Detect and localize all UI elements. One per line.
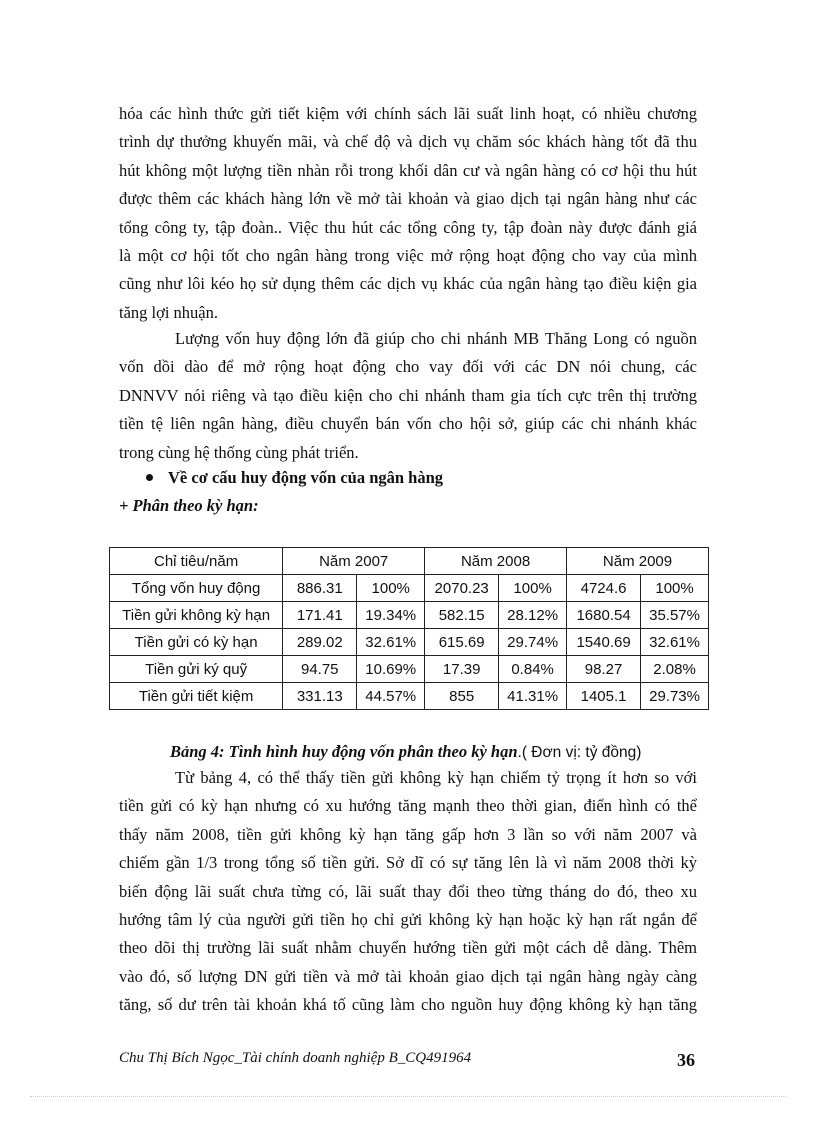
table-cell: Tiền gửi ký quỹ xyxy=(110,656,283,683)
paragraph-line: là một cơ hội tốt cho ngân hàng trong việc mở rộng hoạt động cho vay của mình xyxy=(119,246,697,266)
table-cell: 2.08% xyxy=(641,656,709,683)
table-cell: 4724.6 xyxy=(567,575,641,602)
paragraph-line: vốn dồi dào để mở rộng hoạt động cho vay đối với các DN nói chung, các xyxy=(119,357,697,377)
table-row xyxy=(110,683,709,710)
table-header-row xyxy=(110,548,709,575)
caption-unit: .( Đơn vị: tỷ đồng) xyxy=(517,744,642,761)
table-cell: 32.61% xyxy=(357,629,425,656)
section-heading-text: Về cơ cấu huy động vốn của ngân hàng xyxy=(168,468,444,487)
deposit-term-table xyxy=(109,547,709,710)
table-cell: 331.13 xyxy=(283,683,357,710)
table-cell: 17.39 xyxy=(425,656,499,683)
paragraph-line: tổng công ty, tập đoàn.. Việc thu hút các tổng công ty, tập đoàn này được đánh giá xyxy=(119,217,697,237)
page-number: 36 xyxy=(677,1050,695,1070)
table-row xyxy=(110,575,709,602)
table-cell: 171.41 xyxy=(283,602,357,629)
table-cell: 615.69 xyxy=(425,629,499,656)
table-row xyxy=(110,602,709,629)
table-cell: Tổng vốn huy động xyxy=(110,575,283,602)
table-cell: 44.57% xyxy=(357,683,425,710)
paragraph-1 xyxy=(119,100,697,327)
paragraph-line: DNNVV nói riêng và tạo điều kiện cho chi nhánh tham gia tích cực trên thị trường xyxy=(119,385,697,405)
paragraph-line: tăng, số dư trên tài khoản khá tố cũng làm cho nguồn huy động không kỳ hạn tăng xyxy=(119,995,697,1015)
caption-title: Bảng 4: Tình hình huy động vốn phân theo kỳ hạn xyxy=(170,742,518,761)
page-bottom-divider xyxy=(30,1096,786,1097)
table-header-cell: Chỉ tiêu/năm xyxy=(110,548,283,575)
table-cell: 1540.69 xyxy=(567,629,641,656)
paragraph-line: được thêm các khách hàng lớn về mở tài khoản và giao dịch tại ngân hàng như các xyxy=(119,189,697,209)
table-row xyxy=(110,656,709,683)
paragraph-2 xyxy=(119,325,697,467)
paragraph-line: trình dự thưởng khuyến mãi, và chế độ và dịch vụ chăm sóc khách hàng tốt đã thu xyxy=(119,132,697,152)
table-header-cell: Năm 2009 xyxy=(567,548,709,575)
paragraph-line: hướng tâm lý của người gửi tiền họ chỉ gửi không kỳ hạn hoặc kỳ hạn rất ngắn để xyxy=(119,910,697,930)
table-row xyxy=(110,629,709,656)
table-cell: 582.15 xyxy=(425,602,499,629)
paragraph-line: Lượng vốn huy động lớn đã giúp cho chi nhánh MB Thăng Long có nguồn xyxy=(175,329,697,348)
paragraph-line: hút không một lượng tiền nhàn rỗi trong khối dân cư và ngân hàng có cơ hội thu hút xyxy=(119,160,697,180)
table-cell: 98.27 xyxy=(567,656,641,683)
table-cell: 94.75 xyxy=(283,656,357,683)
table-cell: 855 xyxy=(425,683,499,710)
paragraph-line: trong cùng hệ thống cùng phát triển. xyxy=(119,442,359,462)
paragraph-3 xyxy=(119,764,697,1020)
table-cell: 289.02 xyxy=(283,629,357,656)
table-cell: 35.57% xyxy=(641,602,709,629)
table-cell: 32.61% xyxy=(641,629,709,656)
paragraph-line: vào đó, số lượng DN gửi tiền và mở tài khoản giao dịch tại ngân hàng ngày càng xyxy=(119,966,697,986)
paragraph-line: Từ bảng 4, có thể thấy tiền gửi không kỳ hạn chiếm tỷ trọng ít hơn so với xyxy=(175,768,697,787)
table-cell: 41.31% xyxy=(499,683,567,710)
section-heading xyxy=(146,464,443,492)
table-cell: Tiền gửi không kỳ hạn xyxy=(110,602,283,629)
paragraph-line: thấy năm 2008, tiền gửi không kỳ hạn tăng gấp hơn 3 lần so với năm 2007 và xyxy=(119,824,697,844)
paragraph-line: tiền tệ liên ngân hàng, điều chuyển bán vốn cho hội sở, giúp các chi nhánh khác xyxy=(119,414,697,434)
table-header-cell: Năm 2007 xyxy=(283,548,425,575)
table-cell: 1405.1 xyxy=(567,683,641,710)
table-cell: 886.31 xyxy=(283,575,357,602)
paragraph-line: chiếm gần 1/3 trong tổng số tiền gửi. Sở dĩ có sự tăng lên là vì năm 2008 thời kỳ xyxy=(119,853,697,873)
paragraph-line: tiền gửi có kỳ hạn nhưng có xu hướng tăng mạnh theo thời gian, điển hình có thể xyxy=(119,796,697,816)
footer-author: Chu Thị Bích Ngọc_Tài chính doanh nghiệp B_CQ491964 xyxy=(119,1050,472,1066)
table-cell: Tiền gửi có kỳ hạn xyxy=(110,629,283,656)
table-cell: 100% xyxy=(357,575,425,602)
table-cell: 1680.54 xyxy=(567,602,641,629)
table-cell: 29.74% xyxy=(499,629,567,656)
table-cell: 100% xyxy=(499,575,567,602)
table-cell: 10.69% xyxy=(357,656,425,683)
table-cell: 29.73% xyxy=(641,683,709,710)
table-caption xyxy=(170,738,641,767)
sub-heading: + Phân theo kỳ hạn: xyxy=(119,496,259,515)
paragraph-line: biến động lãi suất chưa từng có, lãi suất thay đổi theo từng tháng do đó, theo xu xyxy=(119,881,697,901)
paragraph-line: hóa các hình thức gửi tiết kiệm với chính sách lãi suất linh hoạt, có nhiều chương xyxy=(119,104,697,123)
paragraph-line: cũng như lôi kéo họ sử dụng thêm các dịch vụ khác của ngân hàng tạo điều kiện gia xyxy=(119,274,697,294)
paragraph-line: tăng lợi nhuận. xyxy=(119,302,218,322)
table-header-cell: Năm 2008 xyxy=(425,548,567,575)
table-cell: 28.12% xyxy=(499,602,567,629)
bullet-icon xyxy=(146,474,153,481)
table-cell: 0.84% xyxy=(499,656,567,683)
table-cell: 100% xyxy=(641,575,709,602)
table-cell: 2070.23 xyxy=(425,575,499,602)
table-cell: 19.34% xyxy=(357,602,425,629)
paragraph-line: theo dõi thị trường lãi suất nhằm chuyển hướng tiền gửi một cách dễ dàng. Thêm xyxy=(119,938,697,958)
table-cell: Tiền gửi tiết kiệm xyxy=(110,683,283,710)
